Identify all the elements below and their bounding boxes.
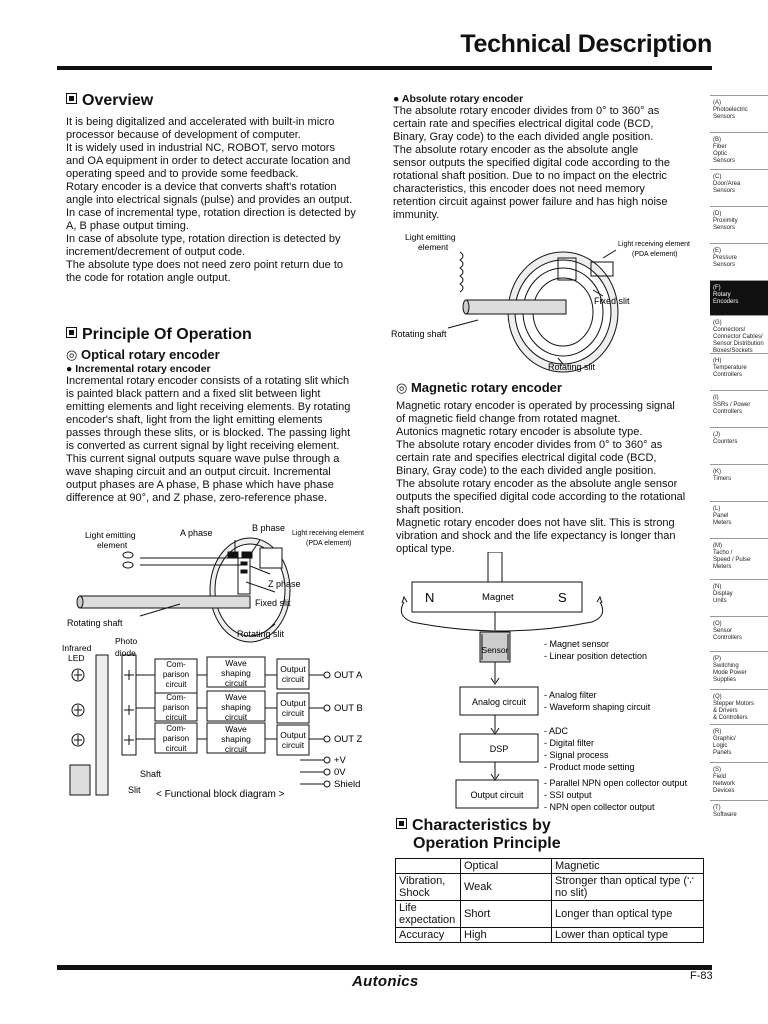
page-number: F-83 — [690, 970, 713, 982]
absolute-section — [393, 93, 701, 222]
zero-v-label: 0V — [334, 767, 346, 778]
text-line: difference at 90°, and Z phase, zero-reference phase. — [66, 492, 328, 504]
table-cell: Weak — [461, 874, 552, 901]
sidebar-item-label: (B) — [713, 137, 721, 143]
sidebar-item-label: Temperature — [713, 365, 747, 371]
sidebar-item-label: (E) — [713, 248, 721, 254]
text-line: In case of absolute type, rotation direction is detected by — [66, 233, 341, 245]
sidebar-item-label: (P) — [713, 656, 721, 662]
sidebar-item-label: (C) — [713, 174, 722, 180]
page-title: Technical Description — [460, 30, 712, 58]
optical-heading: ◎ Optical rotary encoder — [66, 347, 220, 362]
sidebar-item-label: Rotary — [713, 292, 731, 298]
fixed-slit-label: Fixed slit — [255, 598, 291, 608]
text-line: In case of incremental type, rotation direction is detected by — [66, 207, 356, 219]
photo-diode-label: Photo diode — [115, 636, 138, 658]
sidebar-item-label: Controllers — [713, 409, 743, 415]
sidebar-item-label: Fiber — [713, 144, 727, 150]
sensor-label: Sensor — [481, 645, 509, 655]
sidebar-item-label: (R) — [713, 729, 722, 735]
text-line: of magnetic field change from rotated magnet. — [396, 413, 621, 425]
text-line: the code for rotation angle output. — [66, 272, 231, 284]
sidebar-item-label: Units — [713, 598, 727, 604]
text-line: The absolute rotary encoder as the absolute angle — [393, 144, 639, 156]
sidebar-item-label: Sensor — [713, 628, 733, 634]
sidebar-item[interactable] — [710, 169, 768, 206]
sidebar-item-label: Boxes/Sockets — [713, 348, 753, 353]
output-circuit-b: Output circuit — [280, 698, 306, 718]
sidebar-item-label: Sensors — [713, 158, 736, 164]
text-line: The absolute rotary encoder divides from 0° to 360° as — [393, 105, 660, 117]
sensor-notes: - Magnet sensor - Linear position detection — [544, 639, 648, 661]
out-z-label: OUT Z — [334, 734, 363, 745]
comparison-circuit-z: Com-parison circuit — [162, 724, 190, 753]
text-line: It is widely used in industrial NC, ROBOT, servo motors — [66, 142, 335, 154]
principle-section — [66, 326, 386, 505]
magnetic-heading: ◎ Magnetic rotary encoder — [396, 380, 562, 395]
table-cell: Accuracy — [396, 928, 461, 943]
sidebar-item-label: Sensors — [713, 188, 736, 194]
principle-text — [66, 375, 386, 505]
sidebar-item-label: Meters — [713, 564, 732, 570]
sidebar-item-label: Counters — [713, 439, 738, 445]
magnetic-section — [396, 380, 706, 556]
table-cell: Longer than optical type — [552, 901, 704, 928]
sidebar-item-label: (G) — [713, 320, 722, 326]
sidebar-item-label: Optic — [713, 151, 728, 157]
table-row — [396, 901, 704, 928]
absolute-heading: ● Absolute rotary encoder — [393, 93, 524, 105]
characteristics-section — [396, 817, 706, 853]
out-a-label: OUT A — [334, 670, 363, 681]
slit-label: Slit — [128, 785, 141, 795]
sidebar-item-label: (D) — [713, 211, 722, 217]
sidebar-item[interactable] — [710, 762, 768, 800]
text-line: sensor outputs the specified digital code according to the — [393, 157, 671, 169]
table-cell: Vibration, Shock — [396, 874, 461, 901]
sidebar-item-label: (O) — [713, 621, 722, 627]
abs-rotating-slit-label: Rotating slit — [548, 362, 596, 372]
characteristics-heading: Characteristics by Operation Principle — [396, 817, 706, 853]
sidebar-item-label: (T) — [713, 805, 721, 811]
sidebar-item-label: Connectors/ — [713, 327, 746, 333]
output-notes: - Parallel NPN open collector output - SSI output - NPN open collector output — [544, 778, 688, 812]
abs-rotating-shaft-label: Rotating shaft — [391, 329, 447, 339]
table-cell: Stronger than optical type (∵ no slit) — [552, 874, 704, 901]
wave-shaping-a: Wave shaping circuit — [221, 658, 251, 688]
text-line: The absolute rotary encoder as the absolute angle sensor — [396, 478, 678, 490]
text-line: Magnetic rotary encoder is operated by processing signal — [396, 400, 675, 412]
sidebar-item-label: (K) — [713, 469, 721, 475]
text-line: Rotary encoder is a device that converts shaft's rotation — [66, 181, 337, 193]
table-header-row — [396, 859, 704, 874]
plus-v-label: +V — [334, 755, 346, 766]
shaft-label: Shaft — [140, 769, 162, 779]
sidebar-item-label: (I) — [713, 395, 719, 401]
sidebar-item-label: Field — [713, 774, 727, 780]
text-line: retention circuit against power failure and has high noise — [393, 196, 668, 208]
sidebar-item-label: Sensor Distribution — [713, 341, 764, 347]
sidebar-item[interactable] — [710, 243, 768, 280]
text-line: The absolute type does not need zero point return due to — [66, 259, 344, 271]
z-phase-label: Z phase — [268, 579, 301, 589]
sidebar-item-label: Panels — [713, 750, 732, 756]
dsp-notes: - ADC - Digital filter - Signal process - Product mode setting — [544, 726, 635, 772]
absolute-text — [393, 105, 701, 222]
sidebar-item-label: (N) — [713, 584, 722, 590]
sidebar-item-label: (H) — [713, 358, 722, 364]
text-line: Binary, Gray code) to the each divided angle position. — [393, 131, 654, 143]
sidebar-item-label: & Controllers — [713, 715, 748, 721]
sidebar-item-label: Meters — [713, 520, 732, 526]
sidebar-item-label: Panel — [713, 513, 729, 519]
text-line: output phases are A phase, B phase which have phase — [66, 479, 334, 491]
text-line: angle into electrical signals (pulse) and provides an output. — [66, 194, 353, 206]
sidebar-item-label: Graphic/ — [713, 736, 736, 742]
text-line: emitting elements and light receiving elements. By rotating — [66, 401, 351, 413]
sidebar-item-label: Display — [713, 591, 733, 597]
table-cell: Lower than optical type — [552, 928, 704, 943]
text-line: Magnetic rotary encoder does not have slit. This is strong — [396, 517, 675, 529]
sidebar-item-label: (A) — [713, 100, 721, 106]
sidebar-item-label: (L) — [713, 506, 721, 512]
table-row — [396, 874, 704, 901]
text-line: A, B phase output timing. — [66, 220, 189, 232]
sidebar-item[interactable] — [710, 616, 768, 651]
comparison-circuit-a: Com-parison circuit — [162, 660, 190, 689]
text-line: immunity. — [393, 209, 440, 221]
principle-heading: Principle Of Operation — [66, 326, 386, 344]
overview-section — [66, 92, 386, 285]
rotating-shaft-label: Rotating shaft — [67, 618, 123, 628]
analog-circuit-label: Analog circuit — [471, 697, 527, 707]
sidebar-item-label: Pressure — [713, 255, 738, 261]
table-header-cell: Magnetic — [552, 859, 704, 874]
wave-shaping-b: Wave shaping circuit — [221, 692, 251, 722]
sidebar-item-label: Mode Power — [713, 670, 747, 676]
dsp-label: DSP — [489, 744, 509, 754]
sidebar-item-label: (F) — [713, 285, 721, 291]
text-line: operating speed and to provide some feedback. — [66, 168, 299, 180]
sidebar-item[interactable] — [710, 132, 768, 169]
sidebar-item[interactable] — [710, 206, 768, 243]
sidebar-item-label: (M) — [713, 543, 722, 549]
sidebar-item-label: Tacho / — [713, 550, 733, 556]
sidebar-item-label: Photoelectric — [713, 107, 748, 113]
square-bullet-icon — [66, 327, 77, 338]
overview-heading: Overview — [66, 92, 386, 110]
out-b-label: OUT B — [334, 703, 363, 714]
characteristics-table — [395, 858, 704, 943]
sidebar-item-label: Software — [713, 812, 737, 818]
table-cell: High — [461, 928, 552, 943]
magnet-label: Magnet — [482, 592, 514, 603]
abs-fixed-slit-label: Fixed slit — [594, 296, 630, 306]
shield-label: Shield — [334, 779, 361, 790]
text-line: vibration and shock and the life expectancy is longer than — [396, 530, 676, 542]
comparison-circuit-b: Com-parison circuit — [162, 693, 190, 722]
text-line: passes through these slits, or is blocked. The passing light — [66, 427, 351, 439]
sidebar-item-label: Encoders — [713, 299, 739, 305]
sidebar-item[interactable] — [710, 280, 768, 315]
sidebar-item-label: Controllers — [713, 635, 743, 641]
absolute-encoder-diagram — [388, 230, 706, 375]
table-cell: Short — [461, 901, 552, 928]
text-line: outputs the specified digital code according to the rotational — [396, 491, 686, 503]
sidebar-item-label: & Drivers — [713, 708, 738, 714]
text-line: optical type. — [396, 543, 455, 555]
sidebar-item-label: Connector Cables/ — [713, 334, 763, 340]
text-line: increment/decrement of output code. — [66, 246, 246, 258]
light-emitting-label: Light emitting element — [85, 530, 136, 550]
table-header-cell — [396, 859, 461, 874]
text-line: characteristics, this encoder does not need memory — [393, 183, 645, 195]
text-line: Autonics magnetic rotary encoder is absolute type. — [396, 426, 643, 438]
incremental-encoder-diagram — [60, 520, 390, 645]
sidebar-item-label: Sensors — [713, 262, 736, 268]
sidebar-item[interactable] — [710, 353, 768, 390]
text-line: Binary, Gray code) to the each divided angle position. — [396, 465, 657, 477]
incremental-heading: ● Incremental rotary encoder — [66, 363, 211, 375]
magnetic-block-diagram — [392, 552, 710, 814]
text-line: rotational shaft position. Due to no impact on the electric — [393, 170, 667, 182]
sidebar-item[interactable] — [710, 464, 768, 501]
b-phase-label: B phase — [252, 523, 286, 533]
sidebar-item-label: Sensors — [713, 225, 736, 231]
output-circuit-a: Output circuit — [280, 664, 306, 684]
sidebar-item[interactable] — [710, 390, 768, 427]
text-line: This current signal outputs square wave pulse through a — [66, 453, 340, 465]
header-rule — [57, 66, 712, 70]
wave-shaping-z: Wave shaping circuit — [221, 724, 251, 754]
sidebar-item[interactable] — [710, 501, 768, 538]
sidebar-item[interactable] — [710, 315, 768, 353]
sidebar-item-label: Devices — [713, 788, 735, 794]
text-line: Incremental rotary encoder consists of a rotating slit which — [66, 375, 350, 387]
table-header-cell: Optical — [461, 859, 552, 874]
sidebar-item[interactable] — [710, 800, 768, 837]
infrared-led-label: Infrared LED — [62, 643, 92, 663]
text-line: is painted black pattern and a fixed slit between light — [66, 388, 321, 400]
sidebar-item-label: Timers — [713, 476, 732, 482]
sidebar-item[interactable] — [710, 95, 768, 132]
functional-block-diagram — [60, 635, 390, 805]
output-circuit-z: Output circuit — [280, 730, 306, 750]
magnetic-text — [396, 400, 706, 556]
text-line: wave shaping circuit and an output circuit. Incremental — [66, 466, 331, 478]
text-line: processor because of development of computer. — [66, 129, 301, 141]
sidebar-item-label: SSRs / Power — [713, 402, 751, 408]
text-line: It is being digitalized and accelerated with built-in micro — [66, 116, 335, 128]
square-bullet-icon — [66, 93, 77, 104]
abs-light-receiving-label: Light receiving element (PDA element) — [618, 241, 690, 258]
sidebar-item-label: Proximity — [713, 218, 738, 224]
text-line: and OA equipment in order to detect accurate location and — [66, 155, 351, 167]
text-line: encoder's shaft, light from the light emitting elements — [66, 414, 323, 426]
text-line: shaft position. — [396, 504, 464, 516]
sidebar-item[interactable] — [710, 724, 768, 762]
sidebar-item-label: Sensors — [713, 114, 736, 120]
sidebar-item-label: Speed / Pulse — [713, 557, 751, 563]
magnet-s-label: S — [558, 590, 567, 605]
output-circuit-label: Output circuit — [470, 790, 524, 800]
sidebar-item-label: Door/Area — [713, 181, 741, 187]
text-line: is converted as current signal by light receiving element. — [66, 440, 340, 452]
text-line: The absolute rotary encoder divides from 0° to 360° as — [396, 439, 663, 451]
block-diagram-caption: < Functional block diagram > — [156, 789, 285, 800]
rotating-slit-label: Rotating slit — [237, 629, 285, 639]
square-bullet-icon — [396, 818, 407, 829]
sidebar-item[interactable] — [710, 427, 768, 464]
table-cell: Life expectation — [396, 901, 461, 928]
sidebar-index — [710, 95, 768, 837]
table-row — [396, 928, 704, 943]
a-phase-label: A phase — [180, 528, 213, 538]
brand-logo: Autonics — [352, 973, 419, 990]
sidebar-item-label: Stepper Motors — [713, 701, 755, 707]
text-line: certain rate and specifies electrical digital code (BCD, — [393, 118, 654, 130]
text-line: certain rate and specifies electrical digital code (BCD, — [396, 452, 657, 464]
overview-text — [66, 116, 386, 285]
sidebar-item-label: (J) — [713, 432, 720, 438]
sidebar-item[interactable] — [710, 689, 768, 724]
sidebar-item-label: Controllers — [713, 372, 743, 378]
footer-rule — [57, 965, 712, 970]
sidebar-item-label: (Q) — [713, 694, 722, 700]
sidebar-item[interactable] — [710, 579, 768, 616]
magnet-n-label: N — [425, 590, 435, 605]
sidebar-item-label: Logic — [713, 743, 728, 749]
sidebar-item-label: (S) — [713, 767, 721, 773]
sidebar-item-label: Supplies — [713, 677, 737, 683]
sidebar-item-label: Switching — [713, 663, 739, 669]
sidebar-item[interactable] — [710, 538, 768, 579]
analog-notes: - Analog filter - Waveform shaping circuit — [544, 690, 651, 712]
abs-light-emitting-label: Light emitting element — [405, 232, 456, 252]
sidebar-item-label: Network — [713, 781, 736, 787]
sidebar-item[interactable] — [710, 651, 768, 689]
light-receiving-label: Light receiving element (PDA element) — [292, 530, 364, 547]
